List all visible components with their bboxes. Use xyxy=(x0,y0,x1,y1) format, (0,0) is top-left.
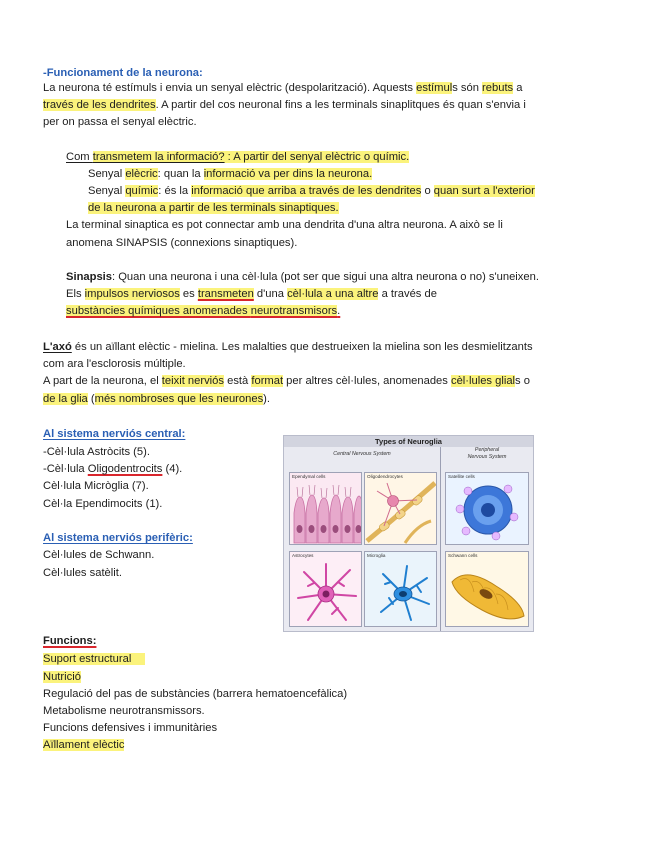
function-item: Suport estructural xyxy=(43,652,145,666)
oligodendrocytes-image: Oligodendrocytes xyxy=(364,472,437,545)
function-item: Metabolisme neurotransmissors. xyxy=(43,705,205,717)
figure-title: Types of Neuroglia xyxy=(284,436,533,447)
schwann-cells-image: Schwann cells xyxy=(445,551,529,627)
function-item: Nutrició xyxy=(43,671,81,683)
neuroglia-figure xyxy=(283,435,534,632)
paragraph-line: per on passa el senyal elèctric. xyxy=(43,116,197,128)
list-item: Cèl·lules de Schwann. xyxy=(43,549,155,561)
funcions-heading: Funcions: xyxy=(43,635,97,647)
paragraph-line: substàncies químiques anomenades neurotransmisors. xyxy=(66,305,341,317)
paragraph-line: través de les dendrites. A partir del cos neuronal fins a les terminals sinaplitques és quan s'envia i xyxy=(43,99,526,111)
ependymal-cells-image: Ependymal cells xyxy=(289,472,362,545)
snp-heading: Al sistema nerviós perifèric: xyxy=(43,532,193,544)
list-item: Cèl·la Ependimocits (1). xyxy=(43,498,163,510)
figure-divider xyxy=(440,447,441,631)
paragraph-line: La neurona té estímuls i envia un senyal elèctric (despolarització). Aquests estímuls són rebuts a xyxy=(43,82,523,94)
figure-peripheral-label: Peripheral Nervous System xyxy=(467,447,507,460)
electric-signal-line: Senyal elècric: quan la informació va per dins la neurona. xyxy=(88,168,373,180)
paragraph-line: La terminal sinaptica es pot connectar amb una dendrita d'una altra neurona. A això se li xyxy=(66,219,503,231)
transmission-question: Com transmetem la informació? : A partir del senyal elèctric o químic. xyxy=(66,151,410,163)
microglia-image: Microglia xyxy=(364,551,437,627)
function-item: Funcions defensives i immunitàries xyxy=(43,722,218,734)
chemical-signal-line: Senyal químic: és la informació que arriba a través de les dendrites o quan surt a l'exterior xyxy=(88,185,535,197)
axo-definition: L'axó és un aïllant elèctic - mielina. Les malalties que destrueixen la mielina son les desmielitzants xyxy=(43,341,533,353)
paragraph-line: com ara l'esclorosis múltiple. xyxy=(43,358,186,370)
section-heading-funcionament: -Funcionament de la neurona: xyxy=(43,67,203,79)
list-item: Cèl·lules satèlit. xyxy=(43,567,122,579)
list-item: -Cèl·lula Oligodentrocits (4). xyxy=(43,463,183,475)
astrocytes-image: Astrocytes xyxy=(289,551,362,627)
function-item: Aïllament elèctic xyxy=(43,739,125,751)
figure-central-label: Central Nervous System xyxy=(333,451,391,457)
list-item: -Cèl·lula Astròcits (5). xyxy=(43,446,150,458)
function-item: Regulació del pas de substàncies (barrera hematoencefàlica) xyxy=(43,688,348,700)
sinapsis-definition: Sinapsis: Quan una neurona i una cèl·lula (pot ser que sigui una altra neurona o no) s'uneixen. xyxy=(66,271,539,283)
satellite-cells-image: Satellite cells xyxy=(445,472,529,545)
chemical-signal-line: de la neurona a partir de les terminals sinaptiques. xyxy=(88,202,339,214)
paragraph-line: Els impulsos nerviosos es transmeten d'una cèl·lula a una altre a través de xyxy=(66,288,437,300)
paragraph-line: A part de la neurona, el teixit nerviós està format per altres cèl·lules, anomenades cèl·lules glials o xyxy=(43,375,530,387)
paragraph-line: de la glia (més nombroses que les neurones). xyxy=(43,393,271,405)
snc-heading: Al sistema nerviós central: xyxy=(43,428,186,440)
list-item: Cèl·lula Micròglia (7). xyxy=(43,480,149,492)
paragraph-line: anomena SINAPSIS (connexions sinaptiques). xyxy=(66,237,298,249)
